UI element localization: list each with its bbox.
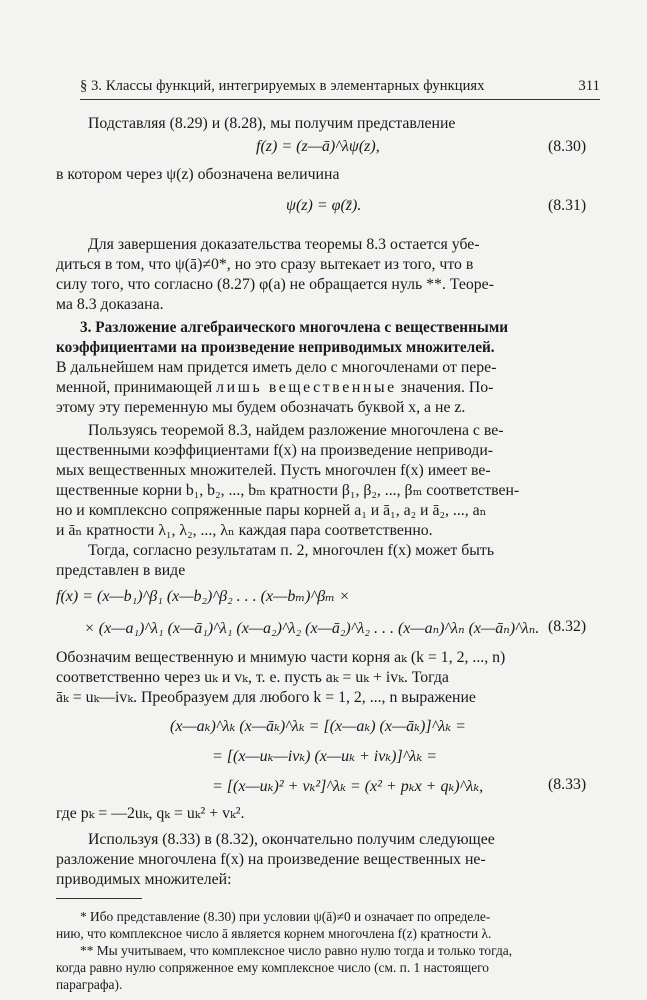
text-line <box>56 378 493 398</box>
text-line: Используя (8.33) в (8.32), окончательно получим следующее <box>88 831 495 848</box>
text-line: диться в том, что ψ(ā)≠0*, но это сразу вытекает из того, что в <box>56 256 474 273</box>
equation-number: (8.33) <box>548 776 587 793</box>
text-line: щественные корни b₁, b₂, ..., bₘ кратности β₁, β₂, ..., βₘ соответствен- <box>56 482 520 499</box>
text-line: Подставляя (8.29) и (8.28), мы получим представление <box>88 115 456 132</box>
text-line: Обозначим вещественную и мнимую части корня aₖ (k = 1, 2, ..., n) <box>56 649 506 666</box>
equation-8-33-line-2: = [(x—uₖ—ivₖ) (x—uₖ + ivₖ)]^λₖ = <box>212 748 437 765</box>
text-span: значения. По- <box>400 379 494 396</box>
text-line: разложение многочлена f(x) на произведение вещественных не- <box>56 851 486 868</box>
running-header <box>80 78 600 100</box>
equation-number: (8.32) <box>548 618 587 635</box>
equation-8-32-line-2: × (x—a₁)^λ₁ (x—ā₁)^λ₁ (x—a₂)^λ₂ (x—ā₂)^λ₂ . . . (x—aₙ)^λₙ (x—āₙ)^λₙ. <box>84 620 540 637</box>
text-line: силу того, что согласно (8.27) φ(a) не обращается нуль **. Теоре- <box>56 276 494 293</box>
footnote-line: * Ибо представление (8.30) при условии ψ(ā)≠0 и означает по определе- <box>80 909 491 924</box>
text-line: щественными коэффициентами f(x) на произведение неприводи- <box>56 442 494 459</box>
text-line: этому эту переменную мы будем обозначать буквой x, а не z. <box>56 399 466 416</box>
text-line: в котором через ψ(z) обозначена величина <box>56 166 340 183</box>
emphasized-text: лишь вещественные <box>216 379 397 396</box>
footnote-line: нию, что комплексное число ā является корнем многочлена f(z) кратности λ. <box>56 926 492 941</box>
footnote-line: ** Мы учитываем, что комплексное число равно нулю тогда и только тогда, <box>80 943 513 958</box>
equation-8-30: f(z) = (z—ā)^λψ(z), <box>256 138 380 155</box>
equation-8-33-line-1: (x—aₖ)^λₖ (x—āₖ)^λₖ = [(x—aₖ) (x—āₖ)]^λₖ = <box>170 718 466 735</box>
text-line: соответственно через uₖ и vₖ, т. е. пусть aₖ = uₖ + ivₖ. Тогда <box>56 669 449 686</box>
text-line: где pₖ = —2uₖ, qₖ = uₖ² + vₖ². <box>56 805 245 822</box>
section-heading: 3. Разложение алгебраического многочлена с вещественными <box>80 319 509 336</box>
header-title: § 3. Классы функций, интегрируемых в элементарных функциях <box>80 78 485 94</box>
equation-8-31: ψ(z) = φ(z̄). <box>286 197 362 214</box>
text-line: приводимых множителей: <box>56 871 232 888</box>
text-line: Для завершения доказательства теоремы 8.3 остается убе- <box>88 236 480 253</box>
equation-8-32-line-1: f(x) = (x—b₁)^β₁ (x—b₂)^β₂ . . . (x—bₘ)^βₘ × <box>56 588 350 605</box>
text-line: Тогда, согласно результатам п. 2, многочлен f(x) может быть <box>88 542 495 559</box>
text-line: ма 8.3 доказана. <box>56 296 164 313</box>
text-line: мых вещественных множителей. Пусть многочлен f(x) имеет ве- <box>56 462 491 479</box>
page-number: 311 <box>578 78 600 94</box>
text-line: В дальнейшем нам придется иметь дело с многочленами от пере- <box>56 359 497 376</box>
text-line: Пользуясь теоремой 8.3, найдем разложение многочлена с ве- <box>88 422 504 439</box>
equation-8-33-line-3: = [(x—uₖ)² + vₖ²]^λₖ = (x² + pₖx + qₖ)^λₖ, <box>212 778 484 795</box>
text-span: менной, принимающей <box>56 379 213 396</box>
footnote-divider <box>56 898 142 899</box>
equation-number: (8.31) <box>548 197 587 214</box>
text-line: но и комплексно сопряженные пары корней a₁ и ā₁, a₂ и ā₂, ..., aₙ <box>56 502 487 519</box>
text-line: и āₙ кратности λ₁, λ₂, ..., λₙ каждая пара соответственно. <box>56 522 433 539</box>
text-line: представлен в виде <box>56 562 186 579</box>
equation-number: (8.30) <box>548 138 587 155</box>
section-heading: коэффициентами на произведение неприводимых множителей. <box>56 339 495 356</box>
footnote-line: когда равно нулю сопряженное ему комплексное число (см. п. 1 настоящего <box>56 960 489 975</box>
footnote-line: параграфа). <box>56 977 123 992</box>
text-line: āₖ = uₖ—ivₖ. Преобразуем для любого k = 1, 2, ..., n выражение <box>56 689 476 706</box>
